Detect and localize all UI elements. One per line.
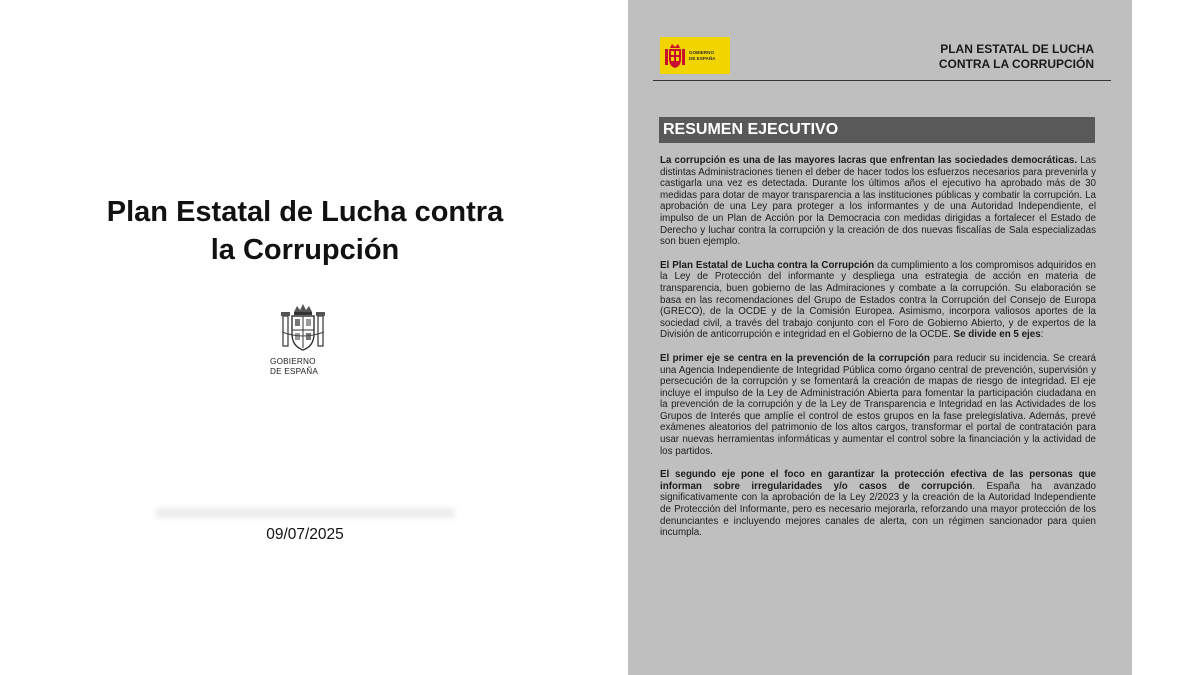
government-logo [660, 37, 730, 74]
coat-of-arms-small-icon [664, 43, 686, 69]
cover-title: Plan Estatal de Lucha contra la Corrupción [106, 196, 504, 266]
document-header-title: PLAN ESTATAL DE LUCHA CONTRA LA CORRUPCIÓN [938, 42, 1094, 71]
header-divider [653, 80, 1111, 81]
cover-government-label: GOBIERNO DE ESPAÑA [270, 357, 319, 376]
logo-government-label: GOBIERNO DE ESPAÑA [689, 50, 716, 61]
document-body [660, 155, 1096, 551]
paragraph-intro: La corrupción es una de las mayores lacras que enfrentan las sociedades democráticas. Las distintas Administraciones tienen el deber de hacer todos los esfuerzos necesarios para prevenirla y castigarla una vez es detectada. Durante los últimos años el ejecutivo ha aprobado más de 30 medidas para dotar de mayor transparencia a las instituciones públicas y combatir la corrupción. La aprobación de una Ley para proteger a los informantes y de una Autoridad Independiente, el impulso de un Plan de Acción por la Democracia con medidas dirigidas a fortalecer el Estado de Derecho y luchar contra la corrupción y la creación de dos nuevas fiscalías de Sala especializadas son buen ejemplo. [660, 155, 1096, 248]
cover-date: 09/07/2025 [266, 526, 344, 543]
paragraph-plan: El Plan Estatal de Lucha contra la Corrupción da cumplimiento a los compromisos adquiridos en la Ley de Protección del informante y despliega una estrategia de acción en materia de transparencia, buen gobierno de las Admiraciones y combate a la corrupción. Su elaboración se basa en las recomendaciones del Grupo de Estados contra la Corrupción del Consejo de Europa (GRECO), de la OCDE y de la Comisión Europea. Asimismo, incorpora valiosos aportes de la sociedad civil, a través del trabajo conjunto con el Foro de Gobierno Abierto, y de expertos de la División de anticorrupción e integridad en el Gobierno de la OCDE. Se divide en 5 ejes: [660, 259, 1096, 341]
section-title: RESUMEN EJECUTIVO [659, 117, 1095, 143]
blurred-text-line [155, 508, 455, 518]
paragraph-second-axis: El segundo eje pone el foco en garantizar la protección efectiva de las personas que informan sobre irregularidades y/o casos de corrupción. España ha avanzado significativamente con la aprobación de la Ley 2/2023 y la creación de la Autoridad Independiente de Protección del Informante, pero es necesario mejorarla, reforzando una mayor protección de los denunciantes e incluyendo mejores canales de alerta, con un régimen sancionador para quien incumpla. [660, 469, 1096, 539]
coat-of-arms-icon [276, 302, 330, 354]
document-page [628, 0, 1132, 675]
paragraph-first-axis: El primer eje se centra en la prevención de la corrupción para reducir su incidencia. Se creará una Agencia Independiente de Integridad Pública como órgano central de prevención, supervisión y persecución de la corrupción y se fomentará la creación de mapas de riesgo de integridad. El eje incluye el impulso de la Ley de Administración Abierta para fomentar la participación ciudadana en la prevención de la corrupción y de la Ley de Transparencia e Integridad en las Actividades de los Grupos de Interés que amplíe el control de estos grupos en la fase prelegislativa. Además, prevé exámenes aleatorios del patrimonio de los altos cargos, transformar el portal de contratación para usar nuevas herramientas informáticas y aumentar el control sobre la financiación y la actividad de los partidos. [660, 352, 1097, 457]
right-margin [1132, 0, 1200, 675]
